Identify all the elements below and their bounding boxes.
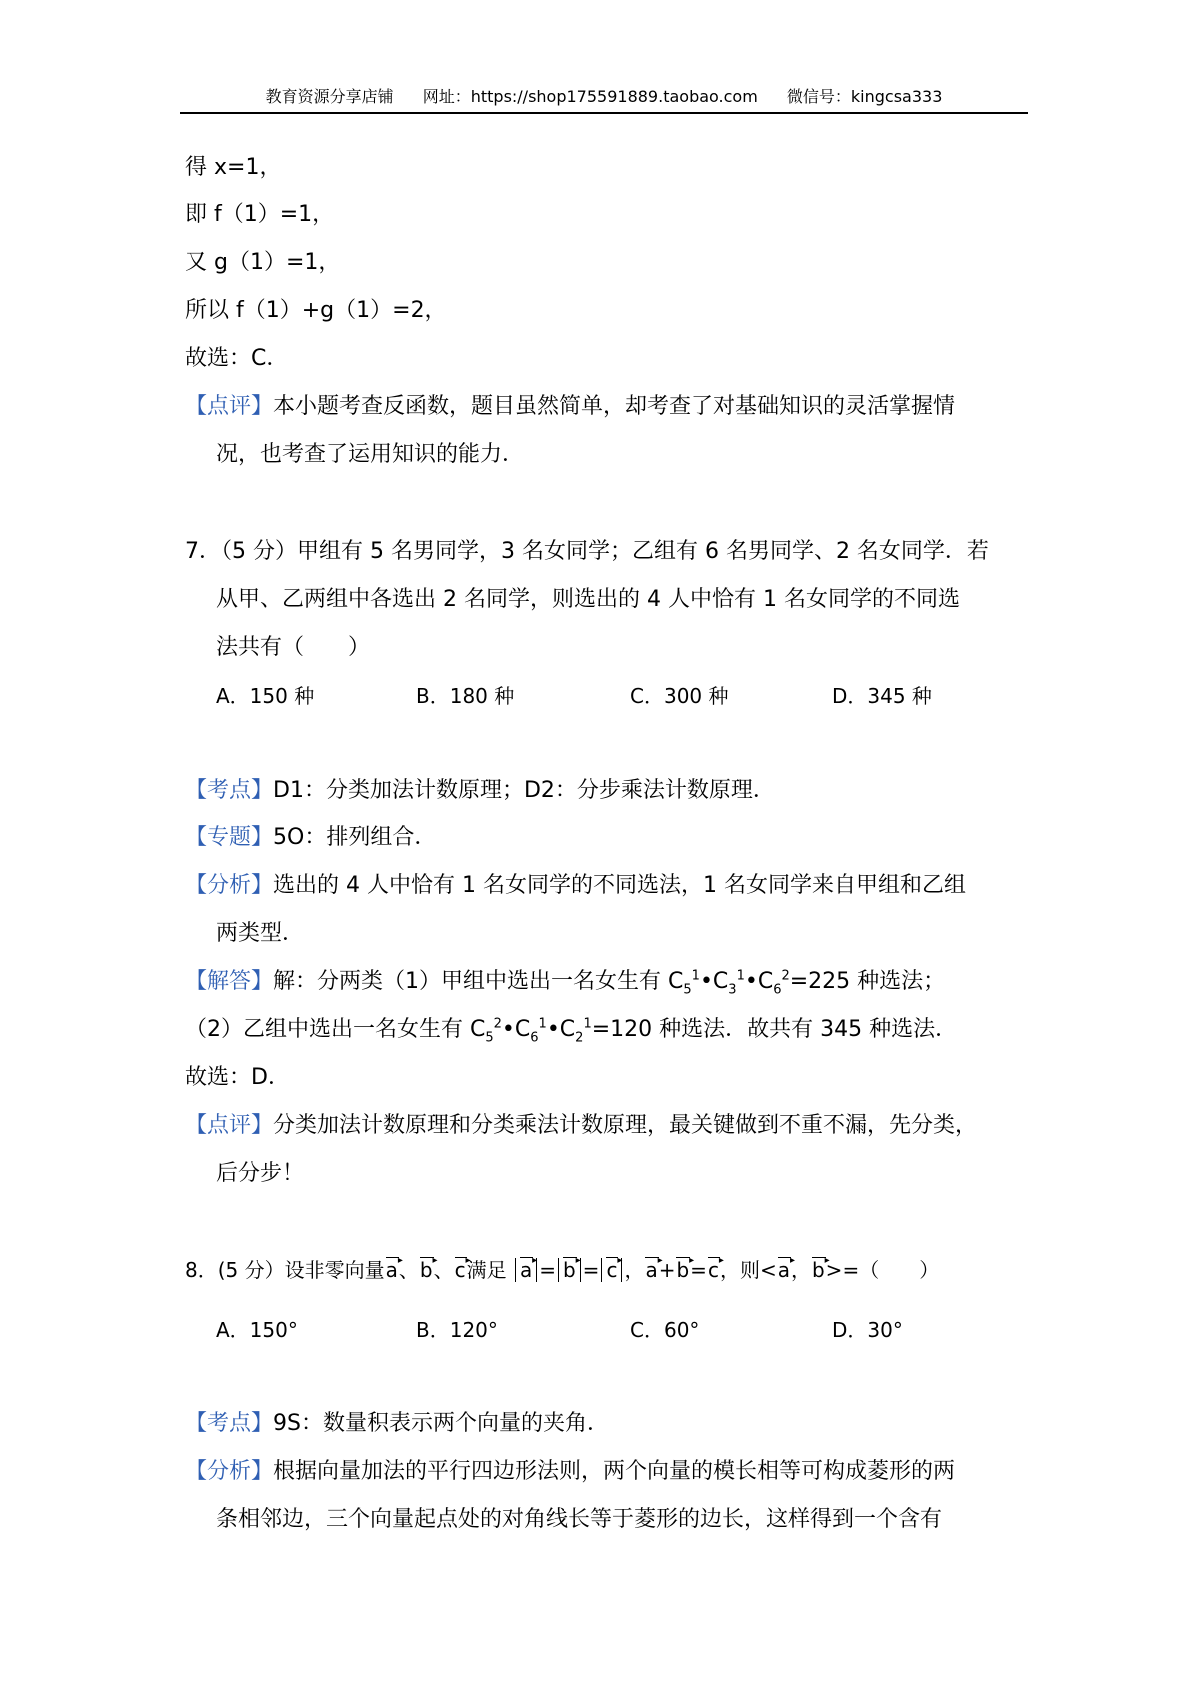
- q6-line-4: 所以 f（1）+g（1）=2，: [185, 298, 447, 323]
- q7-dianping-cont: 后分步！: [216, 1161, 305, 1186]
- q8-stem: 8．(5 分）设非零向量a ▸、b ▸、c ▸满足 a ▸ = b ▸ = c ▸ ，a ▸+b ▸=c ▸，则<a ▸，b ▸>=（ ）: [185, 1255, 939, 1285]
- jieda-suffix: =225 种选法；: [789, 969, 946, 994]
- q6-line-1: 得 x=1，: [185, 155, 282, 180]
- q8-stem-then: 则: [739, 1258, 760, 1282]
- dianping-tag: 【点评】: [185, 1113, 274, 1138]
- q6-comment-cont: 况，也考查了运用知识的能力．: [216, 442, 525, 467]
- vector-b: b ▸: [419, 1255, 434, 1285]
- jieda-tag: 【解答】: [185, 969, 274, 994]
- fenxi-tag: 【分析】: [185, 873, 274, 898]
- q7-kaodian: [185, 776, 775, 806]
- q7-option-d: D．345 种: [832, 684, 932, 708]
- q8-fenxi: [185, 1457, 955, 1487]
- kaodian-tag: 【考点】: [185, 1411, 274, 1436]
- q7-dianping: [185, 1111, 977, 1141]
- q6-comment: [185, 392, 955, 422]
- jieda2-suffix: =120 种选法．故共有 345 种选法．: [591, 1017, 958, 1042]
- header-url: 网址：https://shop175591889.taobao.com: [422, 87, 758, 106]
- kaodian-text: 9S：数量积表示两个向量的夹角．: [273, 1411, 609, 1436]
- q7-option-a: A．150 种: [216, 684, 315, 708]
- q8-stem-mid: 满足: [466, 1258, 507, 1282]
- fenxi-text: 根据向量加法的平行四边形法则，两个向量的模长相等可构成菱形的两: [273, 1459, 956, 1484]
- q6-line-3: 又 g（1）=1，: [185, 250, 341, 275]
- q6-answer: 故选：C．: [185, 346, 289, 371]
- zhuanti-tag: 【专题】: [185, 825, 274, 850]
- q7-stem-2: 从甲、乙两组中各选出 2 名同学，则选出的 4 人中恰有 1 名女同学的不同选: [216, 587, 960, 612]
- comment-text: 本小题考查反函数，题目虽然简单，却考查了对基础知识的灵活掌握情: [273, 394, 956, 419]
- dianping-text: 分类加法计数原理和分类乘法计数原理，最关键做到不重不漏，先分类，: [273, 1113, 978, 1138]
- q8-kaodian: [185, 1409, 609, 1439]
- abs-a: a ▸: [515, 1258, 537, 1282]
- vector-a: a ▸: [385, 1255, 399, 1285]
- q8-option-c: C．60°: [630, 1318, 700, 1342]
- q8-stem-prefix: 8．(5 分）设非零向量: [185, 1258, 385, 1282]
- q7-answer: 故选：D．: [185, 1065, 290, 1090]
- comment-tag: 【点评】: [185, 394, 274, 419]
- q7-stem-1: 7．（5 分）甲组有 5 名男同学，3 名女同学；乙组有 6 名男同学、2 名女同学．若: [185, 539, 989, 564]
- fenxi-tag: 【分析】: [185, 1459, 274, 1484]
- header-shop: 教育资源分享店铺: [265, 87, 394, 106]
- q6-line-2: 即 f（1）=1，: [185, 202, 335, 227]
- q7-fenxi-cont: 两类型．: [216, 921, 305, 946]
- jieda2-prefix: （2）乙组中选出一名女生有 C: [185, 1017, 486, 1042]
- fenxi-text: 选出的 4 人中恰有 1 名女同学的不同选法，1 名女同学来自甲组和乙组: [273, 873, 966, 898]
- q7-option-b: B．180 种: [416, 684, 515, 708]
- q8-fenxi-cont: 条相邻边，三个向量起点处的对角线长等于菱形的边长，这样得到一个含有: [216, 1507, 943, 1532]
- abs-b: b ▸: [558, 1258, 581, 1282]
- q8-option-a: A．150°: [216, 1318, 298, 1342]
- q7-zhuanti: [185, 823, 436, 853]
- vector-c: c ▸: [454, 1255, 467, 1285]
- kaodian-text: D1：分类加法计数原理；D2：分步乘法计数原理．: [273, 778, 775, 803]
- zhuanti-text: 5O：排列组合．: [273, 825, 437, 850]
- q8-option-d: D．30°: [832, 1318, 903, 1342]
- header-wechat: 微信号：kingcsa333: [786, 87, 943, 106]
- q8-stem-end: =（ ）: [842, 1258, 940, 1282]
- page-header: [180, 84, 1028, 114]
- jieda-prefix: 解：分两类（1）甲组中选出一名女生有 C: [273, 969, 684, 994]
- q7-stem-3: 法共有（ ）: [216, 635, 371, 660]
- q7-option-c: C．300 种: [630, 684, 729, 708]
- q7-jieda: 【解答】解：分两类（1）甲组中选出一名女生有 $C_5^1•C_3^1•C_6^2=225$ 种选法；: [185, 968, 946, 998]
- abs-c: c ▸: [601, 1258, 622, 1282]
- q7-jieda-2: （2）乙组中选出一名女生有 $C_5^2•C_6^1•C_2^1=120$ 种选法．故共有 345 种选法．: [185, 1016, 958, 1046]
- q8-option-b: B．120°: [416, 1318, 498, 1342]
- kaodian-tag: 【考点】: [185, 778, 274, 803]
- q7-fenxi: [185, 871, 966, 901]
